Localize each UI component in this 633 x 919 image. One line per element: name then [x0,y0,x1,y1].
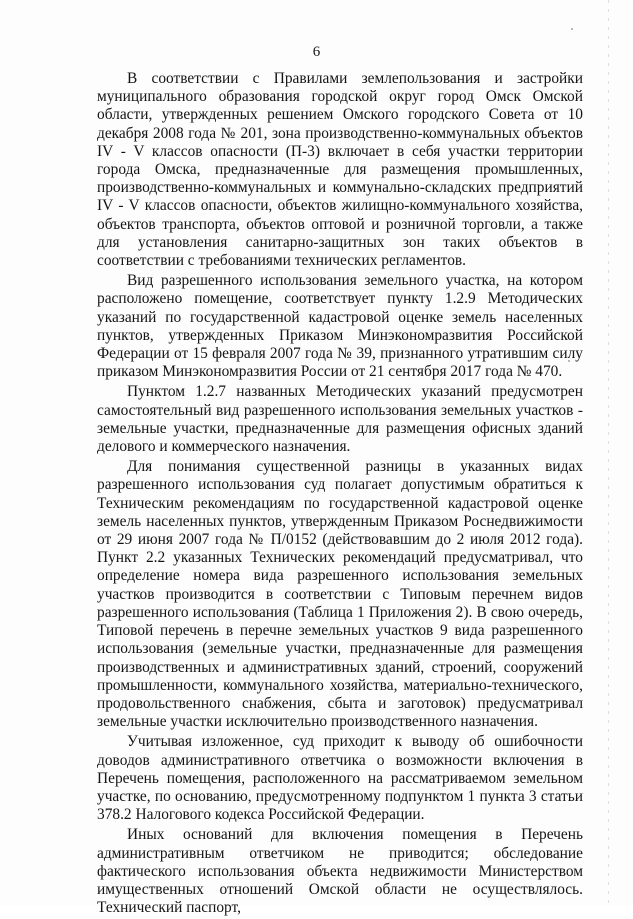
paragraph: Для понимания существенной разницы в указанных видах разрешенного использования суд полагает допустимым обратиться к Техническим рекомендациям по государственной кадастровой оценке земель населенных пунктов, утвержденным Приказом Роснедвижимости от 29 июня 2007 года № П/0152 (действовавшим до 2 июля 2012 года). Пункт 2.2 указанных Технических рекомендаций предусматривал, что определение номера вида разрешенного использования земельных участков производится в соответствии с Типовым перечнем видов разрешенного использования (Таблица 1 Приложения 2). В свою очередь, Типовой перечень в перечне земельных участков 9 вида разрешенного использования (земельные участки, предназначенные для размещения производственных и административных зданий, строений, сооружений промышленности, коммунального хозяйства, материально-технического, продовольственного снабжения, сбыта и заготовок) предусматривал земельные участки исключительно производственного назначения. [97,458,583,731]
page-number: 6 [312,44,321,60]
paragraph: Учитывая изложенное, суд приходит к выводу об ошибочности доводов административного ответчика о возможности включения в Перечень помещения, расположенного на рассматриваемом земельном участке, по основанию, предусмотренному подпунктом 1 пункта 3 статьи 378.2 Налогового кодекса Российской Федерации. [97,733,583,824]
document-body [97,70,583,919]
scan-edge-marks [608,0,609,905]
paragraph: Иных оснований для включения помещения в Перечень административным ответчиком не приводится; обследование фактического использования объекта недвижимости Министерством имущественных отношений Омской области не осуществлялось. Технический паспорт, [97,826,583,917]
paragraph: Пунктом 1.2.7 названных Методических указаний предусмотрен самостоятельный вид разрешенного использования земельных участков - земельные участки, предназначенные для размещения офисных зданий делового и коммерческого назначения. [97,383,583,456]
paragraph: Вид разрешенного использования земельного участка, на котором расположено помещение, соответствует пункту 1.2.9 Методических указаний по государственной кадастровой оценке земель населенных пунктов, утвержденных Приказом Минэкономразвития Российской Федерации от 15 февраля 2007 года № 39, признанного утратившим силу приказом Минэкономразвития России от 21 сентября 2017 года № 470. [97,272,583,381]
paragraph: В соответствии с Правилами землепользования и застройки муниципального образования городской округ город Омск Омской области, утвержденных решением Омского городского Совета от 10 декабря 2008 года № 201, зона производственно-коммунальных объектов IV - V классов опасности (П-3) включает в себя участки территории города Омска, предназначенные для размещения промышленных, производственно-коммунальных и коммунально-складских предприятий IV - V классов опасности, объектов жилищно-коммунального хозяйства, объектов транспорта, объектов оптовой и розничной торговли, а также для установления санитарно-защитных зон таких объектов в соответствии с требованиями технических регламентов. [97,70,583,270]
scan-speck [571,28,573,30]
